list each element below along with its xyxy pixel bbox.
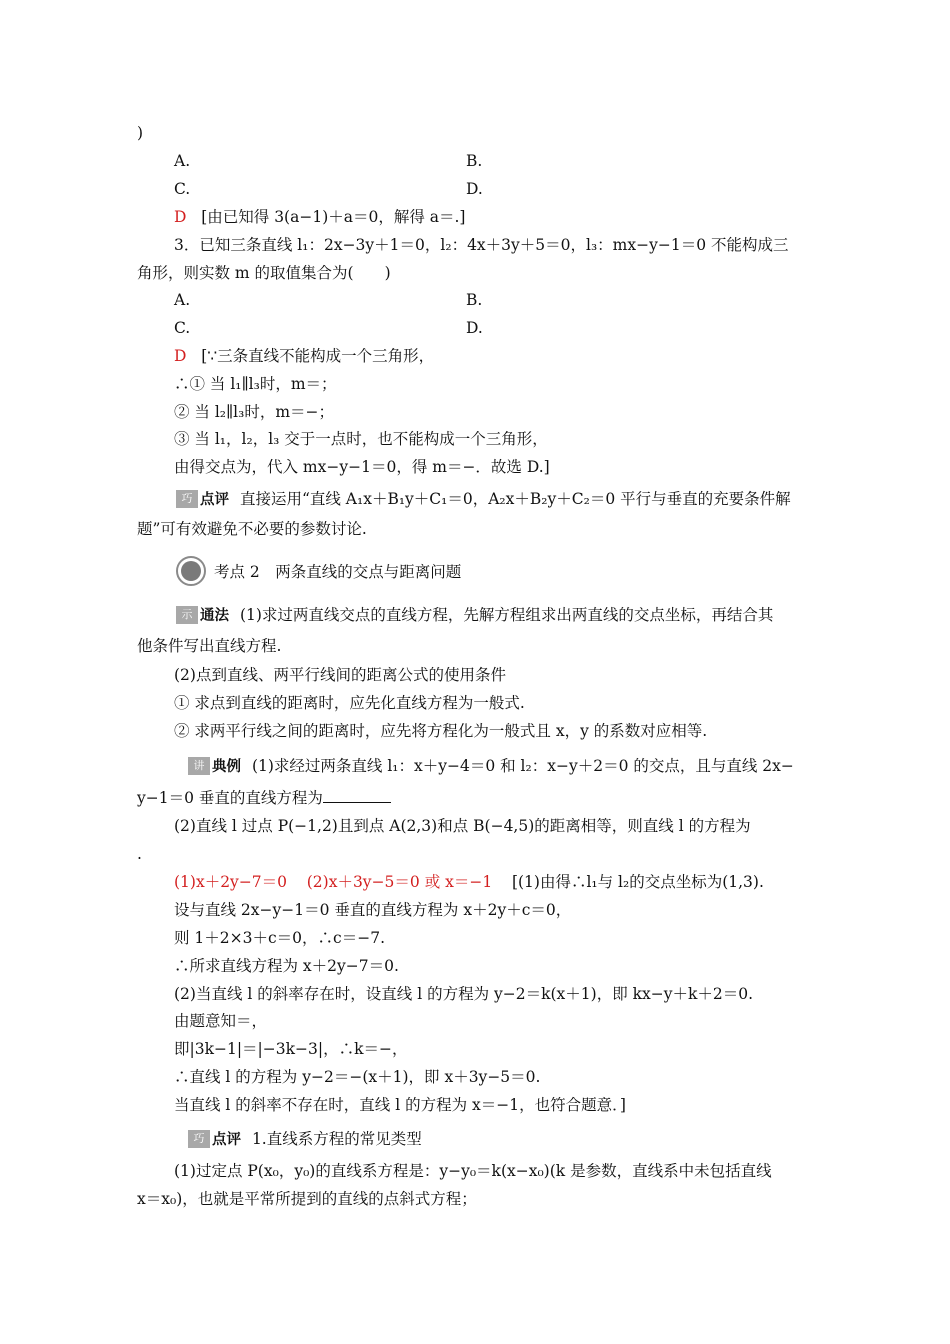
text-line: ∴所求直线方程为 x＋2y−7＝0. (174, 957, 399, 975)
text-line: 由题意知＝， (174, 1012, 268, 1030)
answer-explanation: [由已知得 3(a−1)＋a＝0，解得 a＝.] (201, 208, 466, 226)
option-a: A. (174, 152, 191, 170)
text-line: ∴① 当 l₁∥l₃时，m＝； (174, 375, 337, 393)
text-line: 当直线 l 的斜率不存在时，直线 l 的方程为 x＝−1，也符合题意．] (174, 1096, 626, 1114)
option-c: C. (174, 319, 191, 337)
comment-tag: 巧 点评 (188, 1130, 241, 1150)
text-line: ) (137, 124, 144, 142)
text-line: ① 求点到直线的距离时，应先化直线方程为一般式. (174, 694, 525, 712)
text-line: ② 当 l₂∥l₃时，m＝−； (174, 403, 335, 421)
option-d: D. (466, 319, 483, 337)
tag-icon: 巧 (188, 1130, 210, 1148)
tag-icon: 讲 (188, 757, 210, 775)
text-line: 由得交点为，代入 mx−y−1＝0，得 m＝−．故选 D.] (174, 458, 550, 476)
method-text: (1)求过两直线交点的直线方程，先解方程组求出两直线的交点坐标，再结合其 (239, 606, 774, 624)
text-line: (2)当直线 l 的斜率存在时，设直线 l 的方程为 y−2＝k(x＋1)，即 kx−y＋k＋2＝0. (174, 985, 754, 1003)
answer-line (174, 346, 434, 366)
comment-text: 1.直线系方程的常见类型 (251, 1130, 422, 1148)
text-line: (1)过定点 P(x₀，y₀)的直线系方程是：y−y₀＝k(x−x₀)(k 是参数，直线系中未包括直线 (174, 1162, 772, 1180)
section-title: 考点 2 两条直线的交点与距离问题 (214, 563, 462, 581)
circle-icon (176, 556, 206, 586)
method-tag: 示 通法 (176, 606, 229, 626)
text-line: ③ 当 l₁，l₂，l₃ 交于一点时，也不能构成一个三角形， (174, 430, 548, 448)
method-line (176, 605, 773, 626)
option-a: A. (174, 291, 191, 309)
example-tag: 讲 典例 (188, 757, 241, 777)
text-line: . (137, 845, 142, 863)
solution-text: [(1)由得∴l₁与 l₂的交点坐标为(1,3). (511, 873, 764, 891)
question-3: 3．已知三条直线 l₁：2x−3y＋1＝0，l₂：4x＋3y＋5＝0，l₃：mx−y−1＝0 不能构成三 (174, 236, 789, 254)
option-d: D. (466, 180, 483, 198)
example-text: (1)求经过两条直线 l₁：x＋y−4＝0 和 l₂：x−y＋2＝0 的交点，且与直线 2x− (251, 757, 794, 775)
option-c: C. (174, 180, 191, 198)
text-line: y−1＝0 垂直的直线方程为 (137, 788, 391, 808)
text-line: 则 1＋2×3＋c＝0，∴c＝−7. (174, 929, 385, 947)
text-line: 设与直线 2x−y−1＝0 垂直的直线方程为 x＋2y＋c＝0， (174, 901, 572, 919)
option-b: B. (466, 291, 483, 309)
answer-letter: D (174, 208, 187, 226)
solution-line (174, 872, 764, 892)
answer-blank (323, 788, 391, 803)
answer-1: (1)x＋2y−7＝0 (174, 873, 288, 891)
comment-text: 直接运用“直线 A₁x＋B₁y＋C₁＝0，A₂x＋B₂y＋C₂＝0 平行与垂直的充要条件解 (239, 490, 791, 508)
example-line (188, 756, 794, 777)
answer-line (174, 207, 465, 227)
tag-icon: 巧 (176, 490, 198, 508)
answer-explanation: [∵三条直线不能构成一个三角形， (201, 347, 435, 365)
text-line: (2)点到直线、两平行线间的距离公式的使用条件 (174, 666, 506, 684)
comment-tag: 巧 点评 (176, 490, 229, 510)
text-line: 他条件写出直线方程. (137, 637, 282, 655)
question-3-cont: 角形，则实数 m 的取值集合为( ) (137, 264, 391, 282)
text-line: ② 求两平行线之间的距离时，应先将方程化为一般式且 x，y 的系数对应相等. (174, 722, 708, 740)
text-line: 题”可有效避免不必要的参数讨论. (137, 520, 367, 538)
text-line: 即|3k−1|＝|−3k−3|，∴k＝−， (174, 1040, 408, 1058)
section-header (176, 556, 461, 586)
comment-line (188, 1129, 422, 1150)
answer-letter: D (174, 347, 187, 365)
text-line: (2)直线 l 过点 P(−1,2)且到点 A(2,3)和点 B(−4,5)的距离相等，则直线 l 的方程为 (174, 817, 751, 835)
comment-line (176, 489, 791, 510)
tag-icon: 示 (176, 606, 198, 624)
text-line: x＝x₀)，也就是平常所提到的直线的点斜式方程； (137, 1190, 477, 1208)
text-line: ∴直线 l 的方程为 y−2＝−(x＋1)，即 x＋3y−5＝0. (174, 1068, 541, 1086)
answer-2: (2)x＋3y−5＝0 或 x＝−1 (306, 873, 493, 891)
option-b: B. (466, 152, 483, 170)
